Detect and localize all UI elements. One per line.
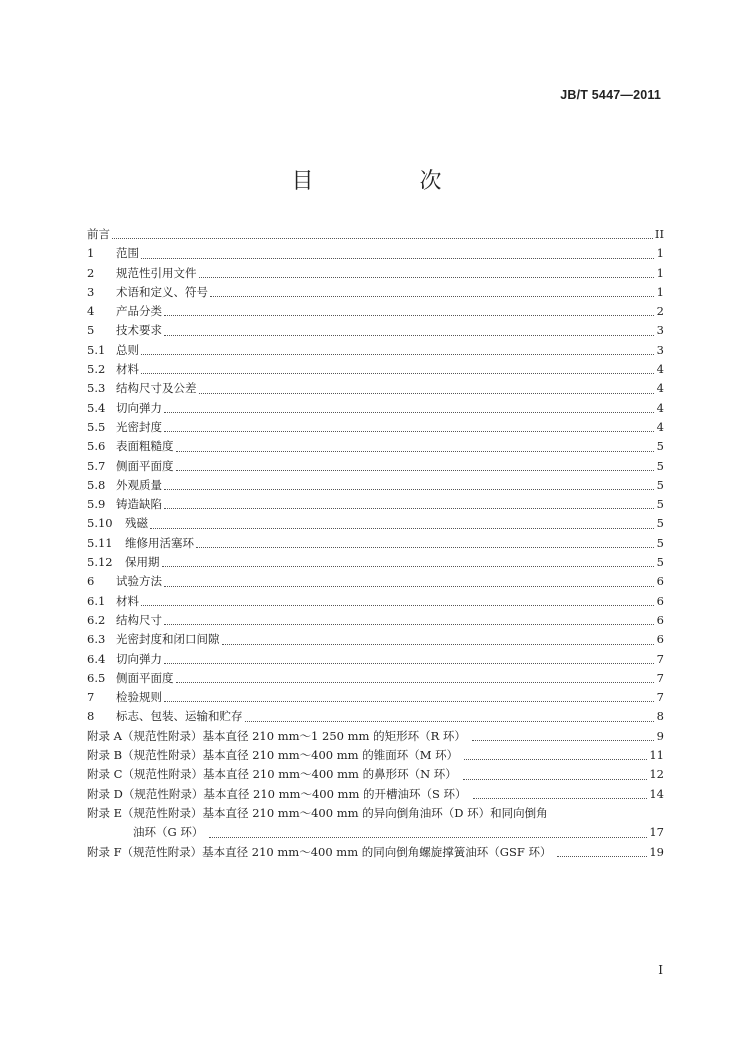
- toc-entry-label: 材料: [116, 593, 139, 608]
- toc-annex-label: 附录 E（规范性附录）基本直径 210 mm～400 mm 的异向倒角油环（D 环）和同向倒角: [87, 805, 548, 820]
- dot-leader: [164, 314, 654, 316]
- toc-entry[interactable]: [87, 283, 664, 302]
- toc-entry-label: 结构尺寸及公差: [116, 381, 197, 396]
- toc-entry-number: 5.4: [87, 400, 106, 415]
- dot-leader: [164, 662, 654, 664]
- toc-entry[interactable]: [87, 572, 664, 591]
- toc-annex-page: 14: [649, 786, 664, 801]
- toc-entry-page: 5: [656, 555, 664, 570]
- toc-entry[interactable]: [87, 302, 664, 321]
- toc-entry-page: 5: [656, 477, 664, 492]
- dot-leader: [222, 643, 655, 645]
- dot-leader: [464, 758, 647, 760]
- toc-entry-label: 前言: [87, 227, 110, 241]
- toc-entry-label: 检验规则: [116, 690, 162, 705]
- dot-leader: [164, 585, 654, 587]
- dot-leader: [150, 527, 654, 529]
- toc-entry-label: 铸造缺陷: [116, 497, 162, 512]
- toc-annex-label: 附录 B（规范性附录）基本直径 210 mm～400 mm 的锥面环（M 环）: [87, 748, 459, 763]
- toc-entry[interactable]: [87, 225, 664, 244]
- dot-leader: [141, 372, 654, 374]
- toc-entry-label: 产品分类: [116, 304, 162, 319]
- dot-leader: [199, 276, 655, 278]
- toc-entry-number: 5.2: [87, 362, 106, 377]
- dot-leader: [557, 855, 647, 857]
- toc-entry-number: 5.9: [87, 497, 106, 512]
- toc-entry-number: 6.5: [87, 670, 106, 685]
- toc-entry-number: 5.6: [87, 439, 106, 454]
- toc-annex-label: 附录 A（规范性附录）基本直径 210 mm～1 250 mm 的矩形环（R 环）: [87, 728, 466, 743]
- toc-annex-entry[interactable]: [87, 727, 664, 746]
- toc-entry-page: 7: [656, 690, 664, 705]
- toc-entry-page: II: [654, 227, 664, 241]
- toc-entry-label: 外观质量: [116, 477, 162, 492]
- toc-entry-number: 5.12: [87, 555, 113, 570]
- dot-leader: [164, 334, 654, 336]
- toc-entry-number: 5.5: [87, 419, 106, 434]
- toc-entry-page: 6: [656, 612, 664, 627]
- toc-entry-label: 切向弹力: [116, 400, 162, 415]
- toc-entry[interactable]: [87, 650, 664, 669]
- toc-entry-page: 4: [656, 362, 664, 377]
- toc-entry-label: 材料: [116, 362, 139, 377]
- dot-leader: [245, 720, 655, 722]
- toc-entry-label: 侧面平面度: [116, 670, 174, 685]
- toc-entry-page: 5: [656, 497, 664, 512]
- toc-entry-number: 5.7: [87, 458, 106, 473]
- dot-leader: [141, 353, 654, 355]
- toc-entry-number: 5.8: [87, 477, 106, 492]
- toc-entry-label: 切向弹力: [116, 651, 162, 666]
- toc-annex-label: 附录 C（规范性附录）基本直径 210 mm～400 mm 的鼻形环（N 环）: [87, 767, 457, 782]
- toc-entry-number: 6.4: [87, 651, 106, 666]
- dot-leader: [473, 797, 648, 799]
- toc-entry[interactable]: [87, 592, 664, 611]
- dot-leader: [463, 778, 648, 780]
- toc-annex-entry-continuation[interactable]: [87, 823, 664, 842]
- toc-annex-entry[interactable]: [87, 843, 664, 862]
- toc-entry-page: 2: [656, 304, 664, 319]
- toc-entry-page: 1: [656, 265, 664, 280]
- dot-leader: [196, 546, 654, 548]
- toc-entry[interactable]: [87, 707, 664, 726]
- toc-annex-label: 附录 D（规范性附录）基本直径 210 mm～400 mm 的开槽油环（S 环）: [87, 786, 467, 801]
- page-number: I: [658, 963, 663, 977]
- toc-entry[interactable]: [87, 457, 664, 476]
- dot-leader: [199, 392, 655, 394]
- toc-annex-page: 19: [649, 844, 664, 859]
- toc-entry-number: 1: [87, 246, 95, 261]
- dot-leader: [164, 700, 654, 702]
- dot-leader: [164, 623, 654, 625]
- toc-annex-page: 12: [649, 767, 664, 782]
- toc-entry-number: 6.3: [87, 632, 106, 647]
- toc-entry[interactable]: [87, 553, 664, 572]
- toc-entry-label: 表面粗糙度: [116, 439, 174, 454]
- toc-entry-number: 5.3: [87, 381, 106, 396]
- toc-entry-number: 5.10: [87, 516, 113, 531]
- toc-entry-label: 试验方法: [116, 574, 162, 589]
- toc-entry-page: 3: [656, 342, 664, 357]
- dot-leader: [164, 411, 654, 413]
- standard-code: JB/T 5447—2011: [560, 88, 661, 102]
- toc-entry[interactable]: [87, 244, 664, 263]
- dot-leader: [164, 507, 654, 509]
- toc-annex-entry[interactable]: [87, 746, 664, 765]
- toc-entry-number: 5.11: [87, 535, 113, 550]
- toc-entry[interactable]: [87, 476, 664, 495]
- toc-entry-page: 1: [656, 284, 664, 299]
- toc-entry-page: 6: [656, 574, 664, 589]
- toc-entry-number: 6.1: [87, 593, 106, 608]
- toc-entry-label: 标志、包装、运输和贮存: [116, 709, 243, 724]
- dot-leader: [176, 469, 655, 471]
- toc-entry-page: 1: [656, 246, 664, 261]
- toc-entry-page: 5: [656, 516, 664, 531]
- toc-entry-page: 4: [656, 419, 664, 434]
- dot-leader: [164, 488, 654, 490]
- dot-leader: [176, 681, 655, 683]
- toc-annex-entry[interactable]: [87, 765, 664, 784]
- toc-entry-page: 4: [656, 400, 664, 415]
- toc-entry[interactable]: [87, 360, 664, 379]
- toc-entry[interactable]: [87, 514, 664, 533]
- toc-annex-entry[interactable]: [87, 804, 664, 823]
- dot-leader: [112, 237, 653, 239]
- dot-leader: [164, 430, 654, 432]
- toc-entry-page: 8: [656, 709, 664, 724]
- toc-entry[interactable]: [87, 379, 664, 398]
- toc-entry-page: 6: [656, 632, 664, 647]
- toc-entry-number: 5.1: [87, 342, 106, 357]
- toc-entry-label: 规范性引用文件: [116, 265, 197, 280]
- toc-entry[interactable]: [87, 669, 664, 688]
- toc-annex-label-continuation: 油环（G 环）: [133, 825, 204, 840]
- dot-leader: [176, 450, 655, 452]
- toc-entry-page: 6: [656, 593, 664, 608]
- toc-annex-page: 11: [649, 748, 664, 763]
- toc-entry[interactable]: [87, 437, 664, 456]
- toc-entry-label: 维修用活塞环: [125, 535, 194, 550]
- toc-entry-page: 7: [656, 670, 664, 685]
- toc-entry[interactable]: [87, 264, 664, 283]
- toc-entry[interactable]: [87, 611, 664, 630]
- toc-entry-page: 7: [656, 651, 664, 666]
- toc-entry-page: 4: [656, 381, 664, 396]
- toc-entry-number: 4: [87, 304, 95, 319]
- toc-annex-entry[interactable]: [87, 785, 664, 804]
- toc-entry-number: 6: [87, 574, 95, 589]
- toc-entry-label: 保用期: [125, 555, 160, 570]
- dot-leader: [141, 257, 654, 259]
- toc-entry-label: 光密封度: [116, 419, 162, 434]
- toc-entry-number: 7: [87, 690, 95, 705]
- toc-entry[interactable]: [87, 321, 664, 340]
- toc-entry-page: 5: [656, 439, 664, 454]
- toc-entry-label: 侧面平面度: [116, 458, 174, 473]
- page-title: 目 次: [291, 169, 484, 194]
- dot-leader: [141, 604, 654, 606]
- toc-entry-label: 术语和定义、符号: [116, 284, 208, 299]
- toc-entry-number: 3: [87, 284, 95, 299]
- toc-entry-number: 5: [87, 323, 95, 338]
- toc-entry[interactable]: [87, 418, 664, 437]
- toc-entry-label: 结构尺寸: [116, 612, 162, 627]
- toc-annex-page: 17: [649, 825, 664, 840]
- dot-leader: [210, 295, 654, 297]
- toc-entry-label: 残磁: [125, 516, 148, 531]
- toc-entry-label: 总则: [116, 342, 139, 357]
- dot-leader: [209, 836, 647, 838]
- toc-entry[interactable]: [87, 688, 664, 707]
- dot-leader: [162, 565, 655, 567]
- toc-entry-label: 技术要求: [116, 323, 162, 338]
- toc-annex-label: 附录 F（规范性附录）基本直径 210 mm～400 mm 的同向倒角螺旋撑簧油环（GSF 环）: [87, 844, 552, 859]
- toc-entry-label: 范围: [116, 246, 139, 261]
- toc-entry-label: 光密封度和闭口间隙: [116, 632, 220, 647]
- toc-entry[interactable]: [87, 341, 664, 360]
- toc-entry[interactable]: [87, 630, 664, 649]
- toc-entry[interactable]: [87, 534, 664, 553]
- toc-entry[interactable]: [87, 399, 664, 418]
- toc-entry[interactable]: [87, 495, 664, 514]
- toc-entry-page: 3: [656, 323, 664, 338]
- toc-entry-page: 5: [656, 458, 664, 473]
- dot-leader: [472, 739, 654, 741]
- toc-entry-page: 5: [656, 535, 664, 550]
- toc-entry-number: 2: [87, 265, 95, 280]
- toc-entry-number: 6.2: [87, 612, 106, 627]
- toc-entry-number: 8: [87, 709, 95, 724]
- table-of-contents: [87, 225, 664, 862]
- toc-annex-page: 9: [656, 728, 664, 743]
